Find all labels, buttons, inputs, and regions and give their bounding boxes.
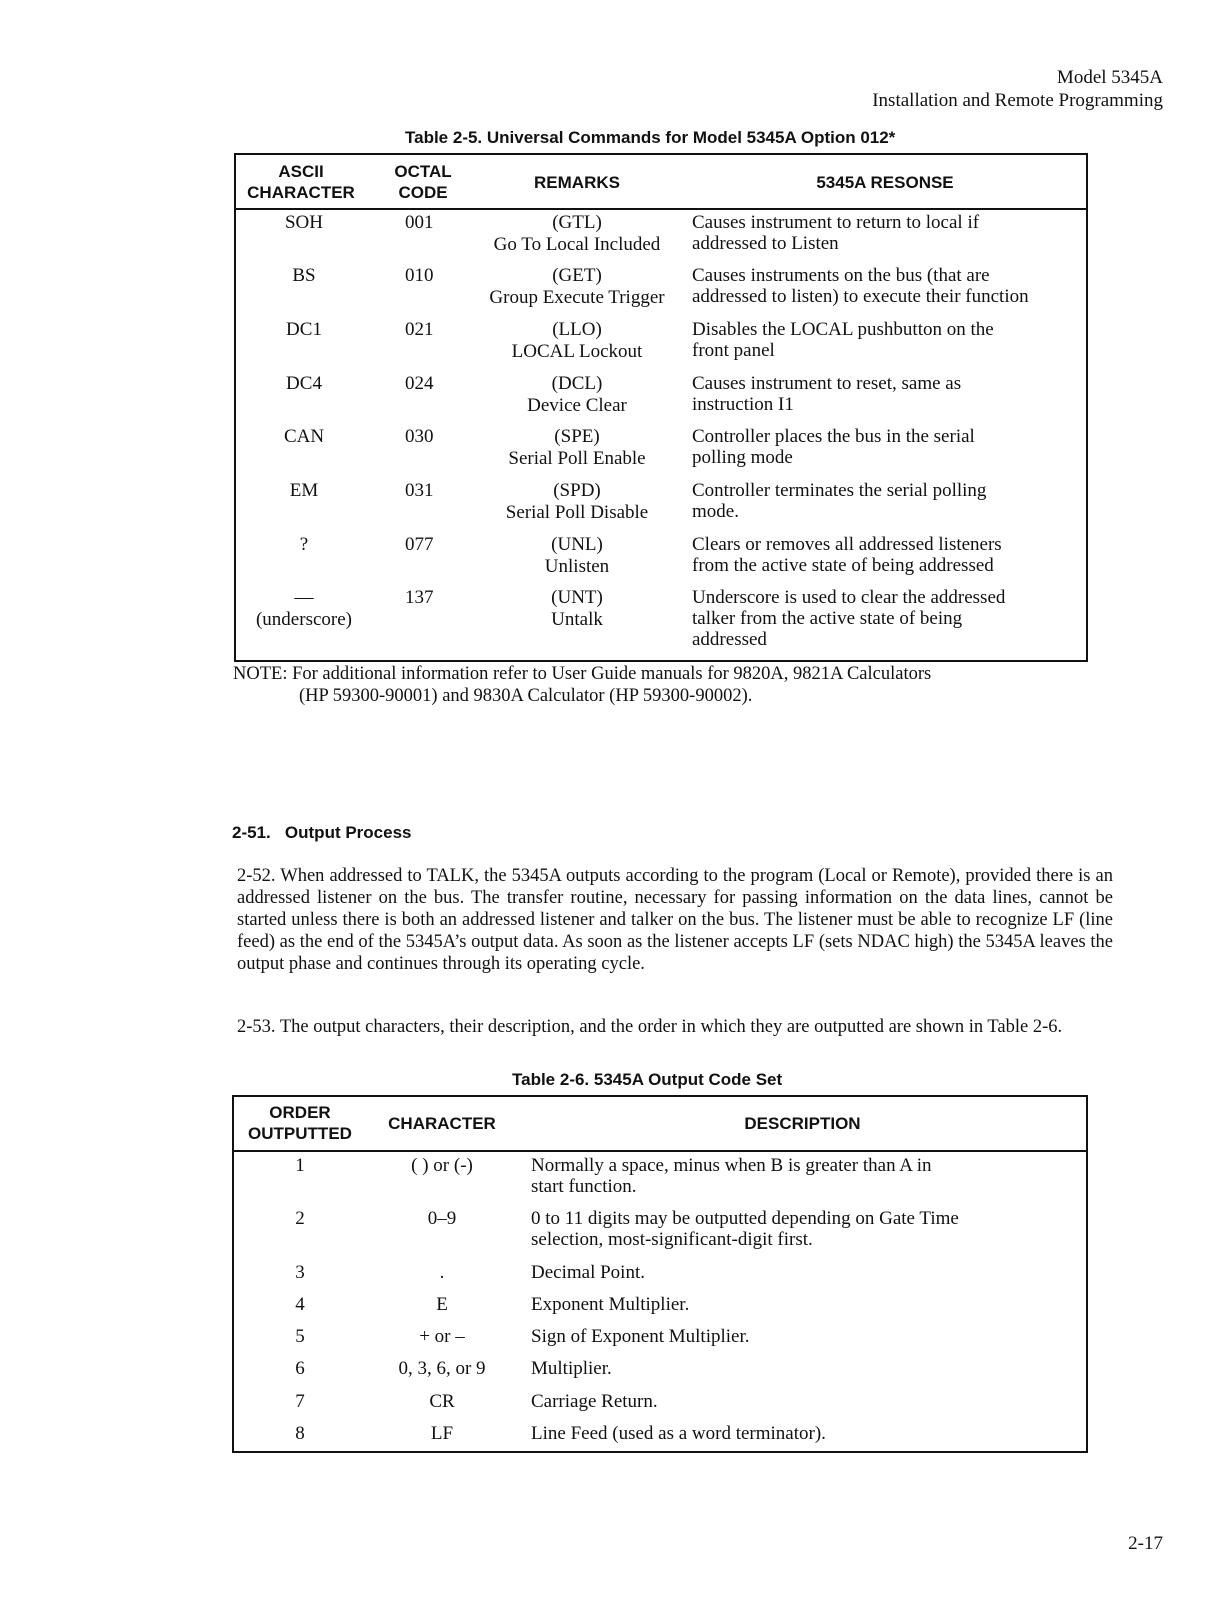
table-2-6-header-rule xyxy=(234,1150,1086,1152)
response-line: Controller terminates the serial polling xyxy=(692,480,987,501)
response-line: Underscore is used to clear the addressed xyxy=(692,587,1006,608)
response-line: addressed to Listen xyxy=(692,233,839,254)
order-cell: 7 xyxy=(295,1391,305,1412)
remark-name: Device Clear xyxy=(527,395,627,416)
remark-name: Unlisten xyxy=(544,556,610,577)
description-line: Line Feed (used as a word terminator). xyxy=(531,1423,826,1444)
character-cell: . xyxy=(439,1262,445,1283)
description-line: Exponent Multiplier. xyxy=(531,1294,690,1315)
octal-cell: 021 xyxy=(405,319,434,340)
description-line: start function. xyxy=(531,1176,637,1197)
character-cell: 0–9 xyxy=(427,1208,457,1229)
remark-mnemonic: (UNT) xyxy=(551,587,603,608)
paragraph-2-52: 2-52. When addressed to TALK, the 5345A outputs according to the program (Local or Remote), provided there is an addressed listener on the bus. The transfer routine, necessary for passing information on the data lines, cannot be started unless there is both an addressed listener and talker on the bus. The listener must be able to recognize LF (line feed) as the end of the 5345A’s output data. As soon as the listener accepts LF (sets NDAC high) the 5345A leaves the output phase and continues through its operating cycle. xyxy=(237,866,1113,974)
table-2-5-note: NOTE: For additional information refer to User Guide manuals for 9820A, 9821A Calculators (HP 59300-90001) and 9830A Calculator (HP 59300-90002). xyxy=(233,664,932,706)
remark-name: LOCAL Lockout xyxy=(511,341,643,362)
header-description: DESCRIPTION xyxy=(744,1114,861,1133)
order-cell: 1 xyxy=(295,1155,305,1176)
page-number: 2-17 xyxy=(1128,1533,1163,1554)
remark-mnemonic: (GTL) xyxy=(552,212,602,233)
header-character: CHARACTER xyxy=(388,1114,496,1133)
order-cell: 4 xyxy=(295,1294,305,1315)
character-cell: CR xyxy=(429,1391,455,1412)
order-cell: 6 xyxy=(295,1358,305,1379)
character-cell: 0, 3, 6, or 9 xyxy=(398,1358,486,1379)
ascii-note-cell: (underscore) xyxy=(255,609,352,630)
order-cell: 8 xyxy=(295,1423,305,1444)
character-cell: + or – xyxy=(419,1326,465,1347)
ascii-cell: — xyxy=(294,587,314,608)
remark-mnemonic: (DCL) xyxy=(551,373,603,394)
response-line: from the active state of being addressed xyxy=(692,555,994,576)
ascii-cell: DC4 xyxy=(286,373,322,394)
description-line: 0 to 11 digits may be outputted depending on Gate Time xyxy=(531,1208,959,1229)
response-line: Causes instrument to return to local if xyxy=(692,212,980,233)
response-line: addressed to listen) to execute their function xyxy=(692,286,1029,307)
remark-mnemonic: (UNL) xyxy=(551,534,603,555)
octal-cell: 001 xyxy=(405,212,434,233)
table-2-6-title: Table 2-6. 5345A Output Code Set xyxy=(512,1070,783,1089)
description-line: Sign of Exponent Multiplier. xyxy=(531,1326,750,1347)
table-2-5-header-rule xyxy=(236,208,1086,210)
octal-cell: 137 xyxy=(405,587,434,608)
description-line: Normally a space, minus when B is greater than A in xyxy=(531,1155,932,1176)
octal-cell: 077 xyxy=(405,534,434,555)
response-line: talker from the active state of being xyxy=(692,608,963,629)
octal-cell: 024 xyxy=(405,373,434,394)
remark-name: Go To Local Included xyxy=(493,234,661,255)
octal-cell: 010 xyxy=(405,265,434,286)
character-cell: LF xyxy=(430,1423,454,1444)
header-ascii-character: ASCII CHARACTER xyxy=(247,162,355,202)
running-header xyxy=(872,66,1163,112)
response-line: Controller places the bus in the serial xyxy=(692,426,975,447)
remark-name: Serial Poll Enable xyxy=(508,448,646,469)
character-cell: ( ) or (-) xyxy=(411,1155,473,1176)
order-cell: 3 xyxy=(295,1262,305,1283)
remark-name: Group Execute Trigger xyxy=(489,287,665,308)
response-line: Disables the LOCAL pushbutton on the xyxy=(692,319,994,340)
order-cell: 5 xyxy=(295,1326,305,1347)
remark-mnemonic: (SPD) xyxy=(553,480,601,501)
remark-mnemonic: (LLO) xyxy=(552,319,602,340)
ascii-cell: SOH xyxy=(284,212,323,233)
ascii-cell: EM xyxy=(289,480,319,501)
remark-mnemonic: (SPE) xyxy=(554,426,600,447)
ascii-cell: ? xyxy=(299,534,309,555)
description-line: Carriage Return. xyxy=(531,1391,658,1412)
response-line: Causes instruments on the bus (that are xyxy=(692,265,990,286)
ascii-cell: CAN xyxy=(283,426,325,447)
header-5345a-response: 5345A RESONSE xyxy=(816,173,954,192)
description-line: Multiplier. xyxy=(531,1358,612,1379)
response-line: front panel xyxy=(692,340,775,361)
response-line: addressed xyxy=(692,629,767,650)
octal-cell: 030 xyxy=(405,426,434,447)
ascii-cell: BS xyxy=(292,265,316,286)
remark-name: Serial Poll Disable xyxy=(505,502,649,523)
character-cell: E xyxy=(436,1294,448,1315)
section-heading: 2-51. Output Process xyxy=(232,823,412,842)
response-line: mode. xyxy=(692,501,739,522)
response-line: Causes instrument to reset, same as xyxy=(692,373,962,394)
remark-name: Untalk xyxy=(551,609,603,630)
response-line: instruction I1 xyxy=(692,394,794,415)
table-2-5-title: Table 2-5. Universal Commands for Model 5345A Option 012* xyxy=(405,128,896,147)
response-line: Clears or removes all addressed listeners xyxy=(692,534,1002,555)
response-line: polling mode xyxy=(692,447,793,468)
header-remarks: REMARKS xyxy=(534,173,620,192)
header-model: Model 5345A xyxy=(1056,67,1163,88)
header-octal-code: OCTAL CODE xyxy=(394,162,452,202)
description-line: selection, most-significant-digit first. xyxy=(531,1229,813,1250)
header-section: Installation and Remote Programming xyxy=(872,90,1163,111)
ascii-cell: DC1 xyxy=(286,319,322,340)
paragraph-2-53: 2-53. The output characters, their description, and the order in which they are outputted are shown in Table 2-6. xyxy=(237,1017,1063,1037)
description-line: Decimal Point. xyxy=(531,1262,645,1283)
remark-mnemonic: (GET) xyxy=(552,265,602,286)
octal-cell: 031 xyxy=(405,480,434,501)
order-cell: 2 xyxy=(295,1208,305,1229)
header-order-outputted: ORDER OUTPUTTED xyxy=(248,1103,352,1143)
